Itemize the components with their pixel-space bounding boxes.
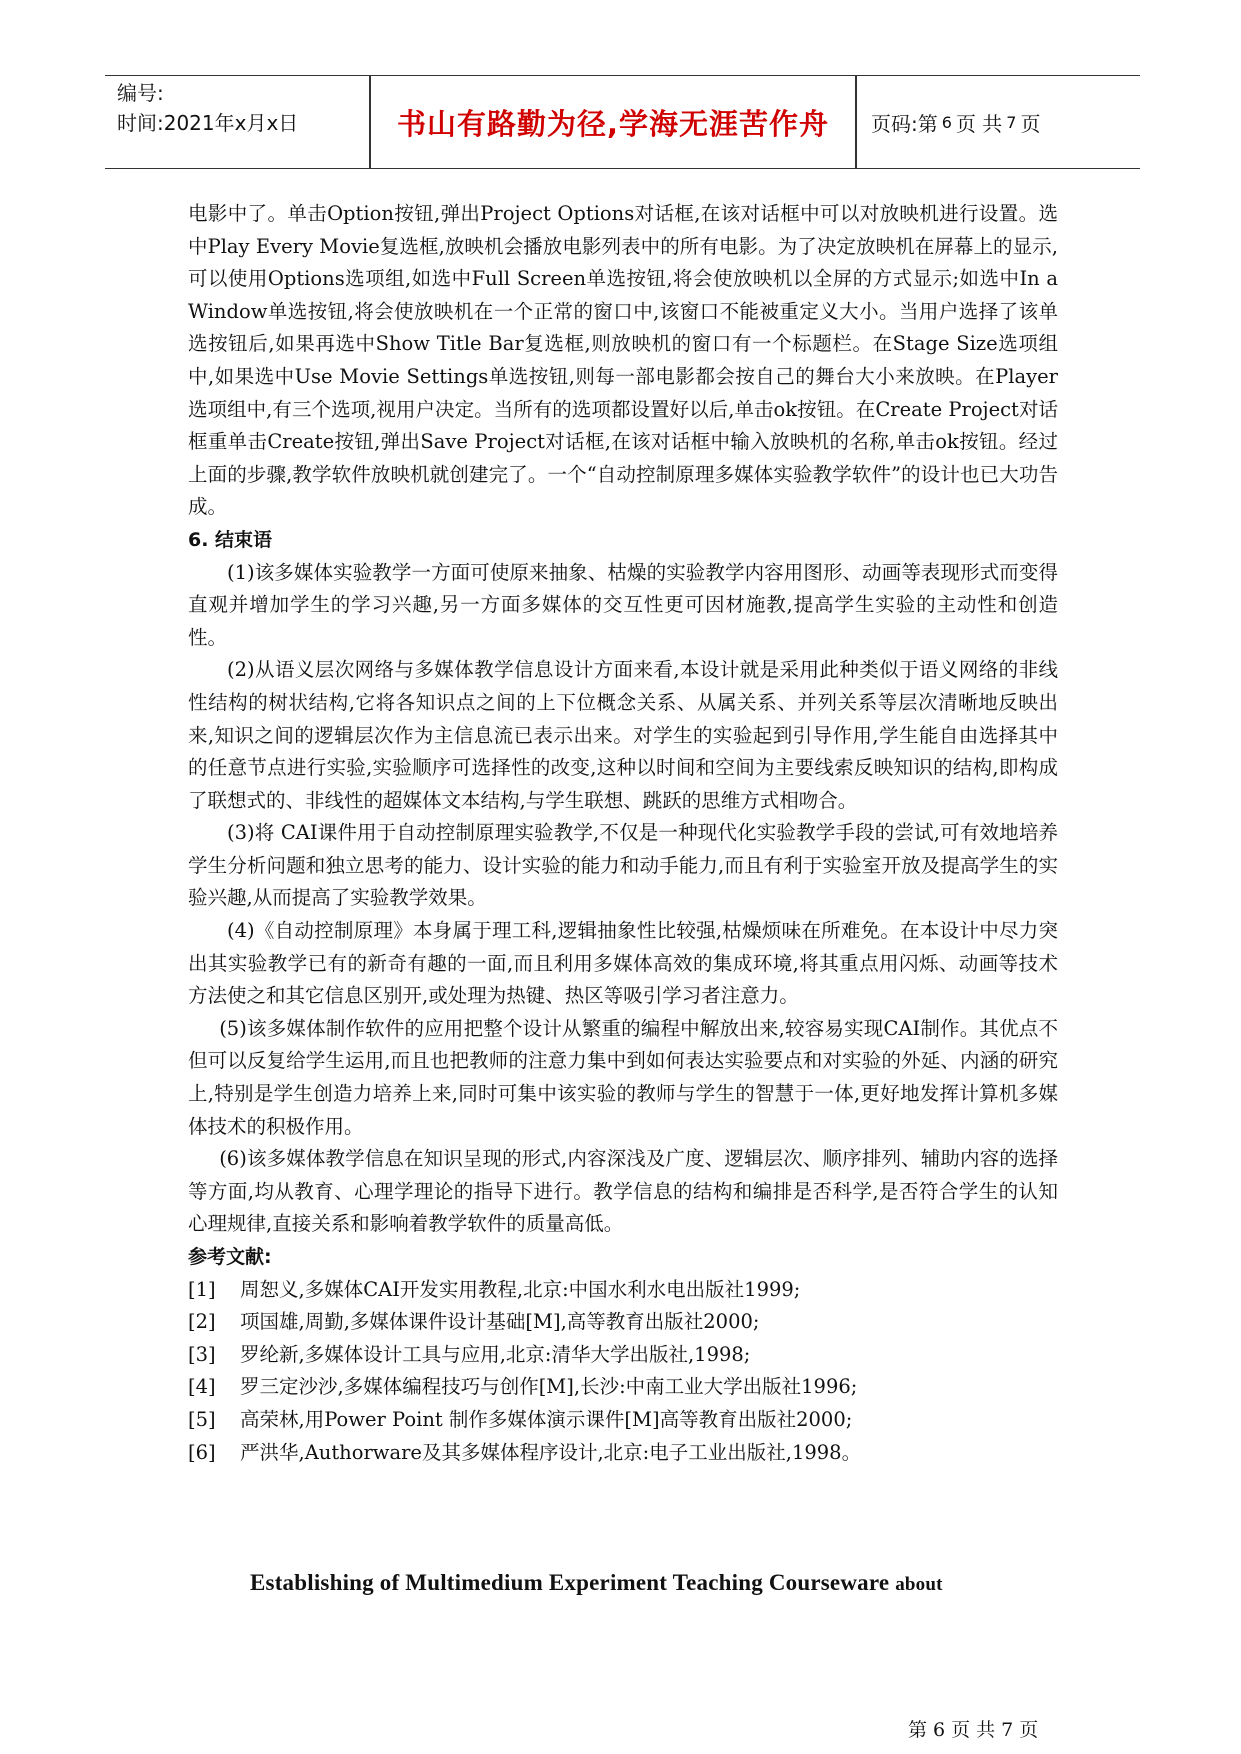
reference-number: [5] [188,1407,216,1431]
conclusion-point-3: (3)将 CAI课件用于自动控制原理实验教学,不仅是一种现代化实验教学手段的尝试,可有效地培养学生分析问题和独立思考的能力、设计实验的能力和动手能力,而且有利于实验室开放及提高学生的实验兴趣,从而提高了实验教学效果。 [188,821,1058,910]
page-mid: 页 共 [955,111,1003,136]
reference-list [188,1274,1058,1470]
document-number-label: 编号: [117,81,164,105]
document-body [188,198,1058,1469]
reference-number: [1] [188,1277,216,1301]
footer-suffix: 页 [1019,1719,1039,1741]
conclusion-point-4: (4)《自动控制原理》本身属于理工科,逻辑抽象性比较强,枯燥烦味在所难免。在本设计中尽力突出其实验教学已有的新奇有趣的一面,而且利用多媒体高效的集成环境,将其重点用闪烁、动画等技术方法使之和其它信息区别开,或处理为热键、热区等吸引学习者注意力。 [188,919,1058,1008]
conclusion-point-5: (5)该多媒体制作软件的应用把整个设计从繁重的编程中解放出来,较容易实现CAI制作。其优点不但可以反复给学生运用,而且也把教师的注意力集中到如何表达实验要点和对实验的外延、内涵的研究上,特别是学生创造力培养上来,同时可集中该实验的教师与学生的智慧于一体,更好地发挥计算机多媒体技术的积极作用。 [188,1016,1058,1138]
english-title [250,1570,943,1596]
english-title-main: Establishing of Multimedium Experiment Teaching Courseware [250,1570,890,1595]
conclusion-point-6: (6)该多媒体教学信息在知识呈现的形式,内容深浅及广度、逻辑层次、顺序排列、辅助内容的选择等方面,均从教育、心理学理论的指导下进行。教学信息的结构和编排是否科学,是否符合学生的认知心理规律,直接关系和影响着教学软件的质量高低。 [188,1147,1058,1236]
reference-item [188,1274,1058,1307]
header-divider [855,76,857,168]
reference-item [188,1339,1058,1372]
reference-item [188,1306,1058,1339]
footer-total-pages: 7 [1001,1719,1014,1741]
references-heading: 参考文献: [188,1246,272,1268]
reference-item [188,1437,1058,1470]
page-footer [908,1715,1038,1742]
conclusion-point-2: (2)从语义层次网络与多媒体教学信息设计方面来看,本设计就是采用此种类似于语义网络的非线性结构的树状结构,它将各知识点之间的上下位概念关系、从属关系、并列关系等层次清晰地反映出来,知识之间的逻辑层次作为主信息流已表示出来。对学生的实验起到引导作用,学生能自由选择其中的任意节点进行实验,实验顺序可选择性的改变,这种以时间和空间为主要线索反映知识的结构,即构成了联想式的、非线性的超媒体文本结构,与学生联想、跳跃的思维方式相吻合。 [188,658,1058,812]
reference-text: 罗三定沙沙,多媒体编程技巧与创作[M],长沙:中南工业大学出版社1996; [240,1375,858,1399]
english-title-tail: about [895,1574,943,1595]
conclusion-point-1: (1)该多媒体实验教学一方面可使原来抽象、枯燥的实验教学内容用图形、动画等表现形式而变得直观并增加学生的学习兴趣,另一方面多媒体的交互性更可因材施教,提高学生实验的主动性和创造性。 [188,560,1058,649]
reference-text: 高荣林,用Power Point 制作多媒体演示课件[M]高等教育出版社2000; [240,1407,853,1431]
reference-text: 罗纶新,多媒体设计工具与应用,北京:清华大学出版社,1998; [240,1342,751,1366]
page-suffix: 页 [1020,111,1041,136]
reference-text: 严洪华,Authorware及其多媒体程序设计,北京:电子工业出版社,1998。 [240,1440,862,1464]
document-time-label: 时间:2021年x月x日 [117,111,299,135]
reference-number: [6] [188,1440,216,1464]
header-motto: 书山有路勤为径,学海无涯苦作舟 [396,106,830,141]
page-header [105,75,1140,169]
footer-prefix: 第 [908,1719,928,1741]
page-prefix: 页码:第 [871,111,938,136]
footer-current-page: 6 [933,1719,946,1741]
reference-number: [4] [188,1375,216,1399]
header-page-indicator [871,76,1040,168]
reference-item [188,1404,1058,1437]
reference-item [188,1371,1058,1404]
page-total: 7 [1006,112,1017,132]
footer-mid: 页 共 [951,1719,996,1741]
header-meta [117,78,367,138]
reference-text: 项国雄,周勤,多媒体课件设计基础[M],高等教育出版社2000; [240,1310,760,1334]
reference-text: 周恕义,多媒体CAI开发实用教程,北京:中国水利水电出版社1999; [240,1277,801,1301]
page-current: 6 [941,112,952,132]
reference-number: [3] [188,1342,216,1366]
section-heading-conclusion: 6. 结束语 [188,528,273,551]
paragraph-continuation: 电影中了。单击Option按钮,弹出Project Options对话框,在该对话框中可以对放映机进行设置。选中Play Every Movie复选框,放映机会播放电影列表中的所有电影。为了决定放映机在屏幕上的显示,可以使用Options选项组,如选中Full Screen单选按钮,将会使放映机以全屏的方式显示;如选中In a Window单选按钮,将会使放映机在一个正常的窗口中,该窗口不能被重定义大小。当用户选择了该单选按钮后,如果再选中Show Title Bar复选框,则放映机的窗口有一个标题栏。在Stage Size选项组中,如果选中Use Movie Settings单选按钮,则每一部电影都会按自己的舞台大小来放映。在Player选项组中,有三个选项,视用户决定。当所有的选项都设置好以后,单击ok按钮。在Create Project对话框重单击Create按钮,弹出Save Project对话框,在该对话框中输入放映机的名称,单击ok按钮。经过上面的步骤,教学软件放映机就创建完了。一个“自动控制原理多媒体实验教学软件”的设计也已大功告成。 [188,202,1058,519]
reference-number: [2] [188,1310,216,1334]
